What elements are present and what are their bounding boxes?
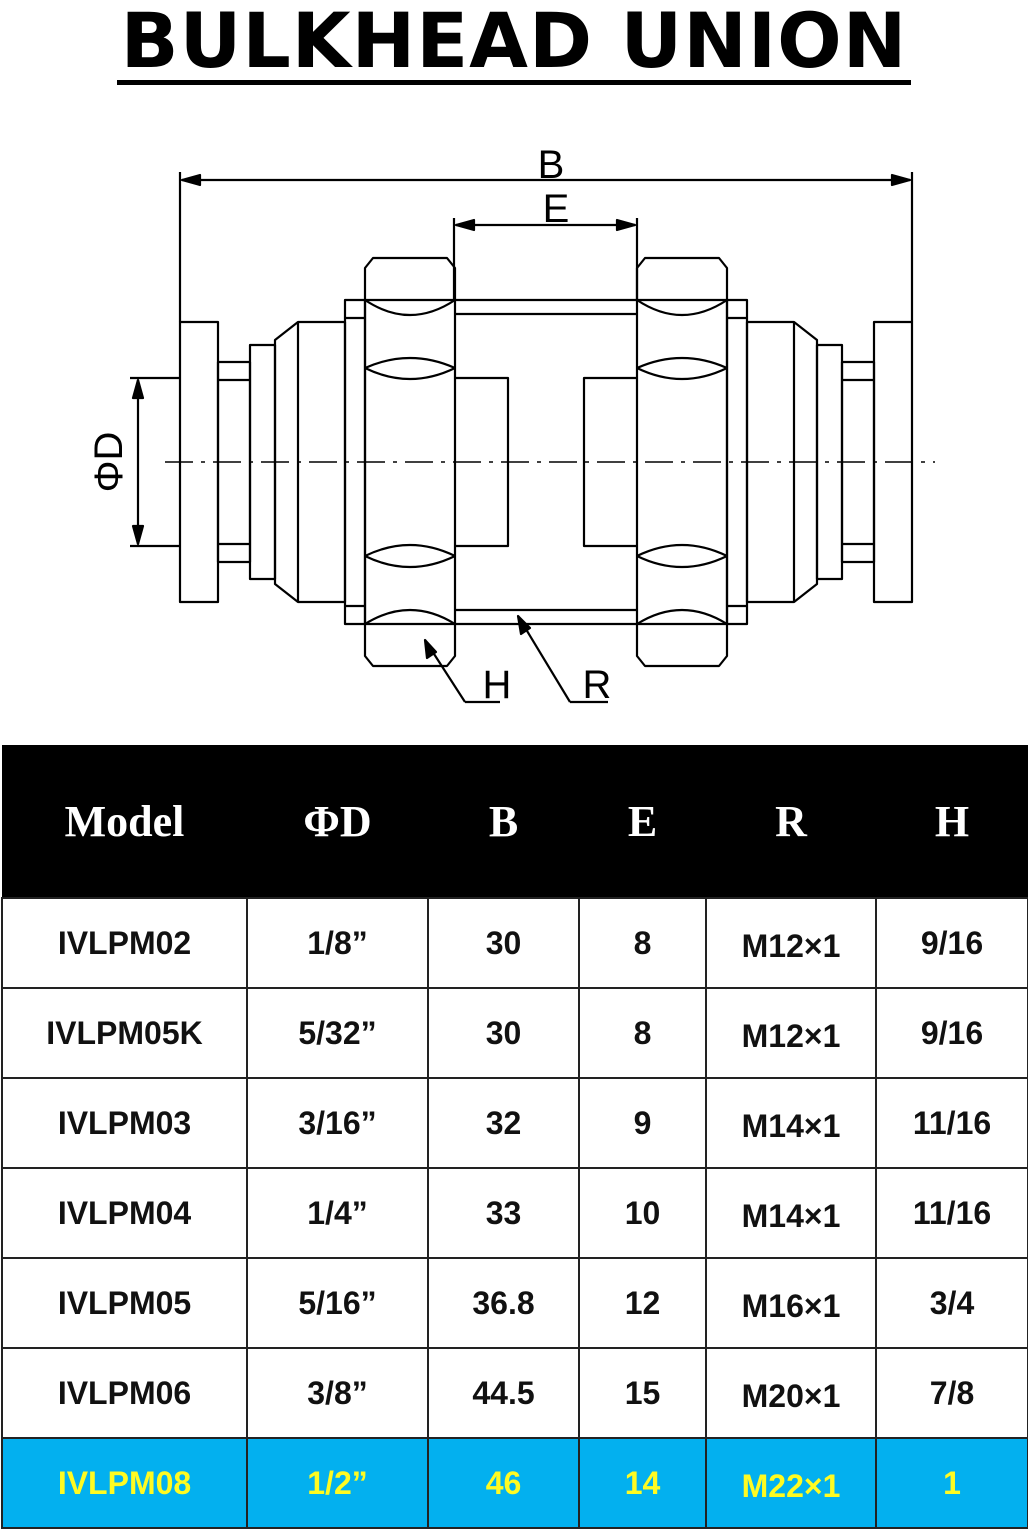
cell-e: 10 xyxy=(579,1168,706,1258)
cell-b: 30 xyxy=(428,898,579,988)
technical-drawing xyxy=(0,100,1028,740)
table-row xyxy=(2,988,1028,1078)
cell-model: IVLPM08 xyxy=(2,1438,247,1528)
cell-b: 46 xyxy=(428,1438,579,1528)
cell-r: M16×1 xyxy=(706,1258,876,1348)
cell-model: IVLPM05 xyxy=(2,1258,247,1348)
label-d: ΦD xyxy=(87,431,131,493)
cell-e: 8 xyxy=(579,898,706,988)
page-title: BULKHEAD UNION xyxy=(117,2,912,85)
cell-h: 7/8 xyxy=(876,1348,1028,1438)
header-model: Model xyxy=(2,745,247,898)
cell-r: M14×1 xyxy=(706,1078,876,1168)
header-d: ΦD xyxy=(247,745,428,898)
cell-d: 1/8” xyxy=(247,898,428,988)
label-e: E xyxy=(542,187,570,231)
cell-b: 36.8 xyxy=(428,1258,579,1348)
label-r: R xyxy=(582,663,612,707)
cell-model: IVLPM03 xyxy=(2,1078,247,1168)
cell-h: 9/16 xyxy=(876,898,1028,988)
cell-model: IVLPM06 xyxy=(2,1348,247,1438)
bulkhead-union-diagram xyxy=(0,100,1028,740)
cell-model: IVLPM05K xyxy=(2,988,247,1078)
spec-table-wrapper xyxy=(0,745,1028,1504)
cell-d: 5/16” xyxy=(247,1258,428,1348)
table-header-row xyxy=(2,745,1028,898)
cell-r: M14×1 xyxy=(706,1168,876,1258)
label-b: B xyxy=(537,143,565,187)
cell-h: 11/16 xyxy=(876,1168,1028,1258)
title-wrapper xyxy=(0,0,1028,90)
table-row xyxy=(2,1168,1028,1258)
table-row xyxy=(2,1078,1028,1168)
cell-model: IVLPM04 xyxy=(2,1168,247,1258)
spec-table xyxy=(1,745,1028,1529)
cell-e: 14 xyxy=(579,1438,706,1528)
cell-d: 1/4” xyxy=(247,1168,428,1258)
cell-d: 3/16” xyxy=(247,1078,428,1168)
cell-h: 9/16 xyxy=(876,988,1028,1078)
cell-b: 44.5 xyxy=(428,1348,579,1438)
cell-e: 8 xyxy=(579,988,706,1078)
cell-r: M22×1 xyxy=(706,1438,876,1528)
header-r: R xyxy=(706,745,876,898)
cell-r: M12×1 xyxy=(706,898,876,988)
header-h: H xyxy=(876,745,1028,898)
table-row xyxy=(2,1348,1028,1438)
cell-e: 15 xyxy=(579,1348,706,1438)
cell-b: 30 xyxy=(428,988,579,1078)
cell-r: M12×1 xyxy=(706,988,876,1078)
cell-r: M20×1 xyxy=(706,1348,876,1438)
table-row-highlighted xyxy=(2,1438,1028,1528)
cell-b: 33 xyxy=(428,1168,579,1258)
cell-e: 9 xyxy=(579,1078,706,1168)
header-b: B xyxy=(428,745,579,898)
cell-d: 1/2” xyxy=(247,1438,428,1528)
cell-h: 3/4 xyxy=(876,1258,1028,1348)
cell-h: 1 xyxy=(876,1438,1028,1528)
cell-d: 5/32” xyxy=(247,988,428,1078)
cell-h: 11/16 xyxy=(876,1078,1028,1168)
label-h: H xyxy=(482,663,512,707)
cell-e: 12 xyxy=(579,1258,706,1348)
cell-d: 3/8” xyxy=(247,1348,428,1438)
table-row xyxy=(2,898,1028,988)
header-e: E xyxy=(579,745,706,898)
table-row xyxy=(2,1258,1028,1348)
cell-b: 32 xyxy=(428,1078,579,1168)
cell-model: IVLPM02 xyxy=(2,898,247,988)
